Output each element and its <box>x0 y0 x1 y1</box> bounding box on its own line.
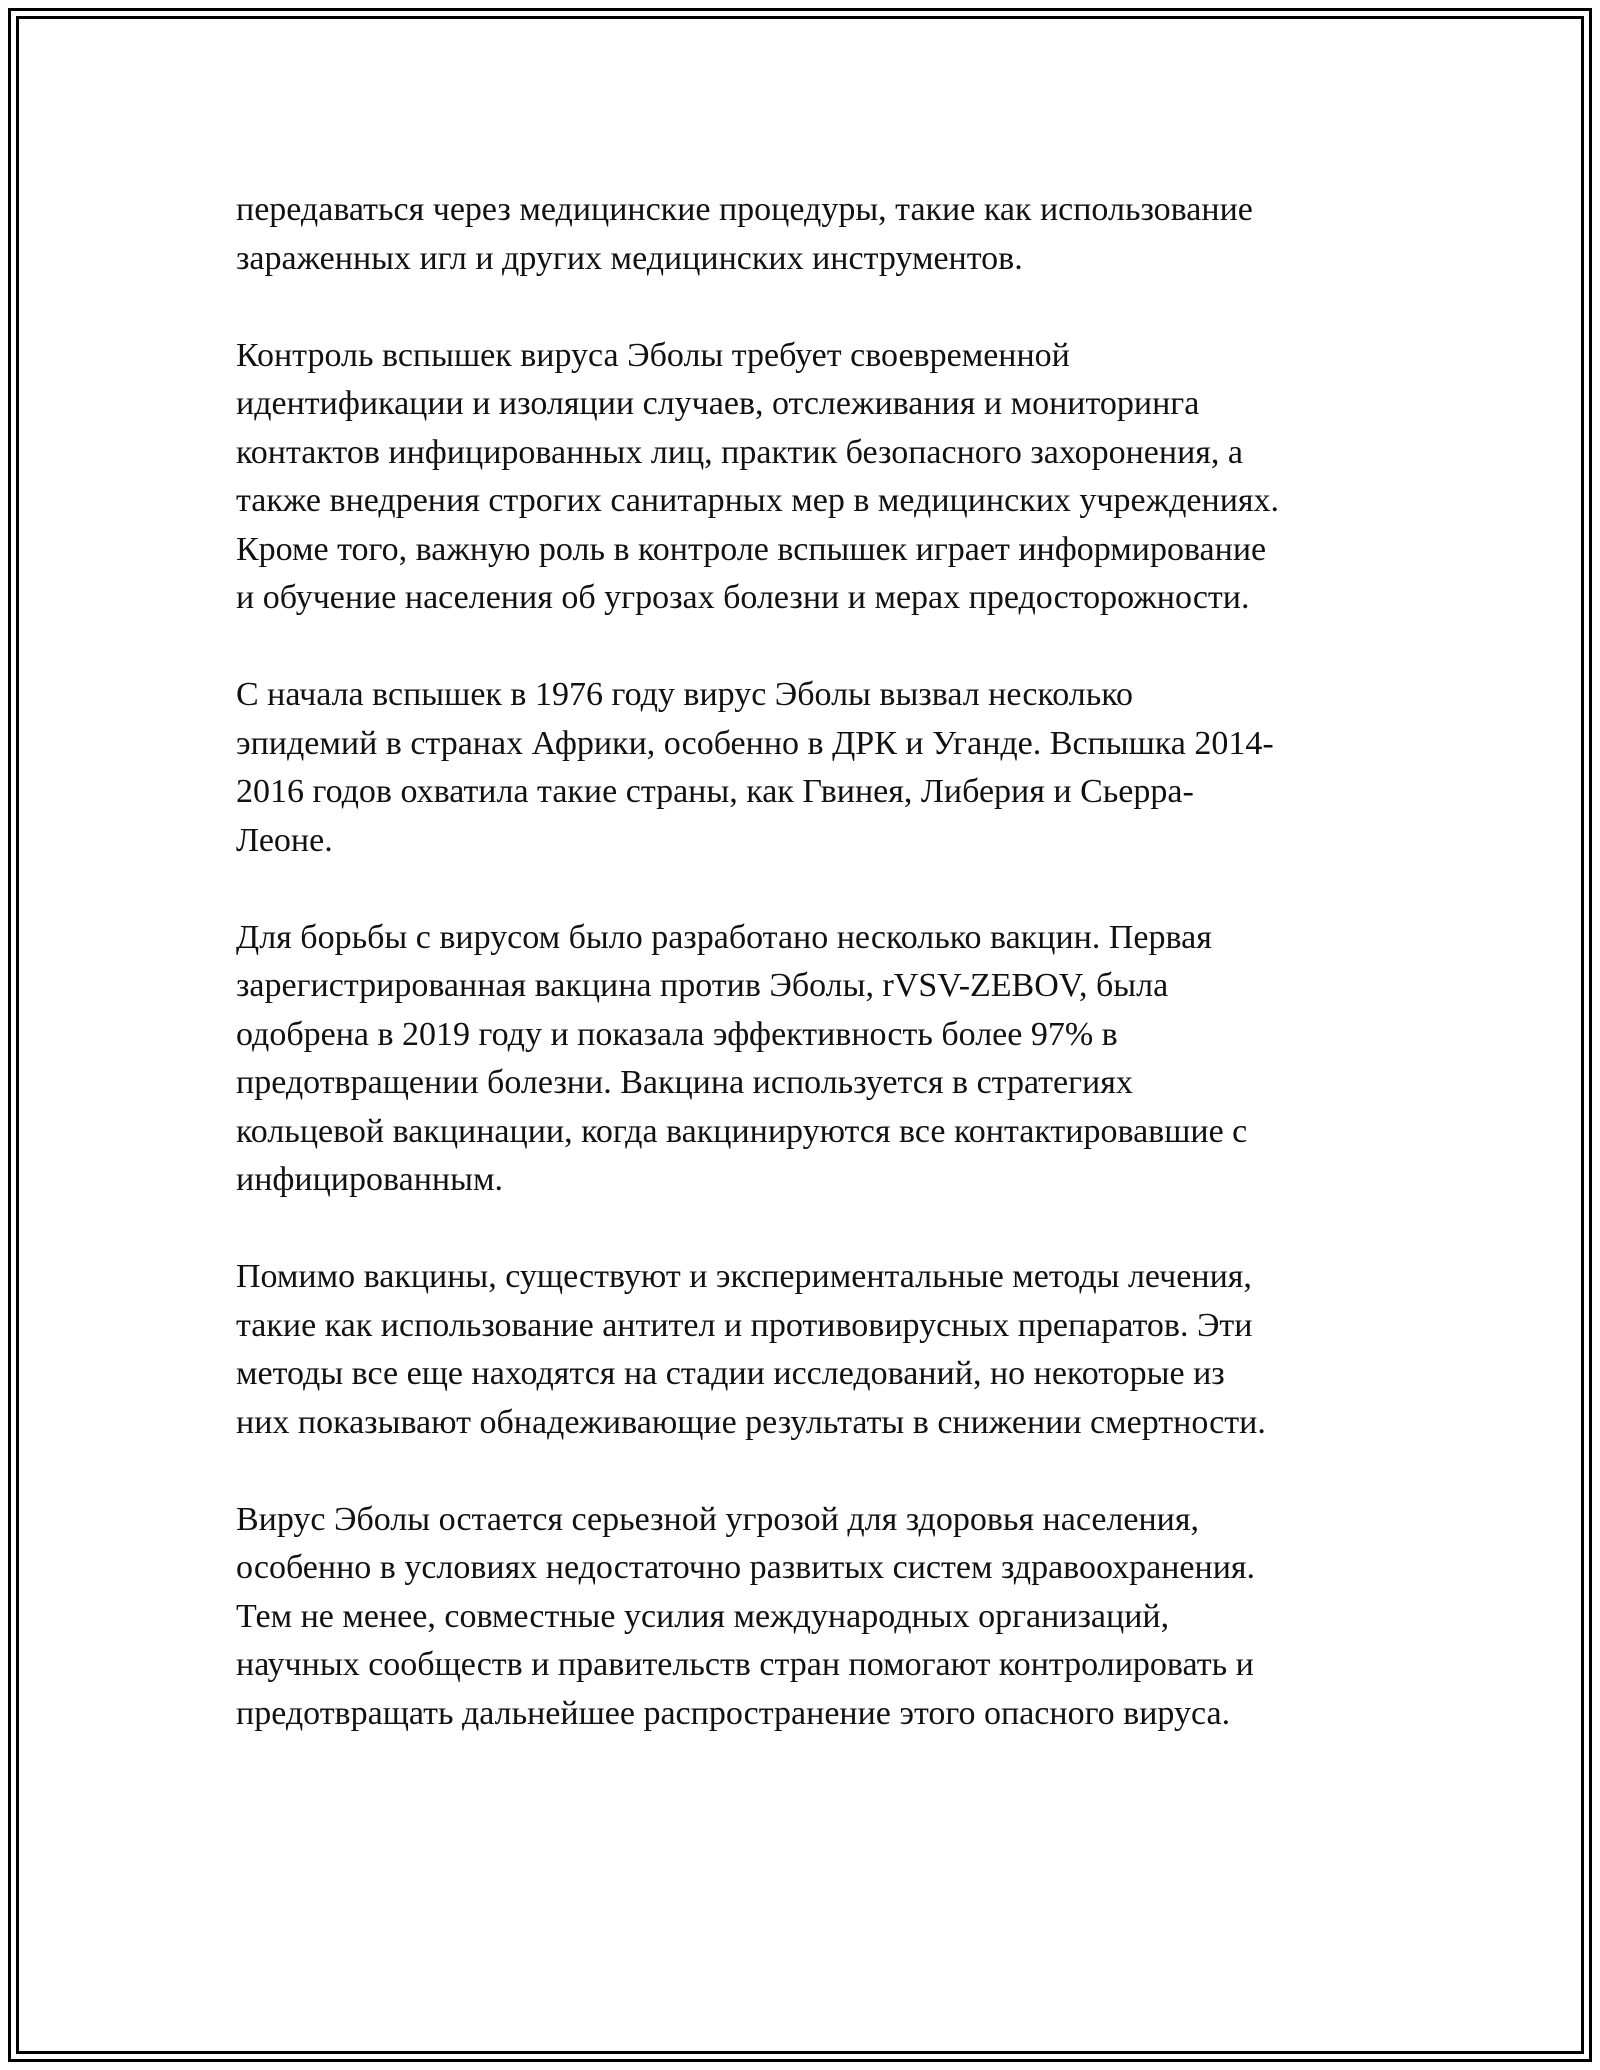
text-line: методы все еще находятся на стадии исследований, но некоторые из <box>236 1355 1225 1392</box>
text-line: такие как использование антител и противовирусных препаратов. Эти <box>236 1306 1253 1344</box>
paragraph-treatments <box>236 1253 1364 1447</box>
document-body <box>236 186 1364 1787</box>
text-line: кольцевой вакцинации, когда вакцинируются все контактировавшие с <box>236 1112 1248 1150</box>
text-line: контактов инфицированных лиц, практик безопасного захоронения, а <box>236 433 1244 471</box>
text-line: одобрена в 2019 году и показала эффективность более 97% в <box>236 1015 1118 1053</box>
text-line: также внедрения строгих санитарных мер в медицинских учреждениях. <box>236 482 1280 519</box>
text-line: них показывают обнадеживающие результаты в снижении смертности. <box>236 1403 1266 1441</box>
text-line: и обучение населения об угрозах болезни и мерах предосторожности. <box>236 579 1250 616</box>
text-line: предотвращении болезни. Вакцина используется в стратегиях <box>236 1064 1133 1101</box>
text-line: С начала вспышек в 1976 году вирус Эболы вызвал несколько <box>236 676 1134 713</box>
text-line: Вирус Эболы остается серьезной угрозой для здоровья населения, <box>236 1500 1200 1538</box>
text-line: Тем не менее, совместные усилия международных организаций, <box>236 1597 1170 1635</box>
text-line: 2016 годов охватила такие страны, как Гвинея, Либерия и Сьерра- <box>236 773 1194 810</box>
text-line: предотвращать дальнейшее распространение этого опасного вируса. <box>236 1694 1231 1732</box>
text-line: Помимо вакцины, существуют и экспериментальные методы лечения, <box>236 1258 1252 1295</box>
text-line: зараженных игл и других медицинских инструментов. <box>236 239 1023 277</box>
paragraph-conclusion <box>236 1496 1364 1739</box>
text-line: особенно в условиях недостаточно развитых систем здравоохранения. <box>236 1549 1256 1586</box>
paragraph-history <box>236 671 1364 865</box>
text-line: Контроль вспышек вируса Эболы требует своевременной <box>236 336 1070 374</box>
text-line: эпидемий в странах Африки, особенно в ДРК и Уганде. Вспышка 2014- <box>236 724 1274 762</box>
paragraph-vaccines <box>236 914 1364 1205</box>
paragraph-transmission <box>236 186 1364 283</box>
text-line: инфицированным. <box>236 1161 503 1198</box>
paragraph-outbreak-control <box>236 332 1364 623</box>
text-line: Кроме того, важную роль в контроле вспышек играет информирование <box>236 530 1267 568</box>
text-line: зарегистрированная вакцина против Эболы, rVSV-ZEBOV, была <box>236 967 1169 1004</box>
text-line: Леоне. <box>236 821 333 859</box>
text-line: научных сообществ и правительств стран помогают контролировать и <box>236 1646 1254 1683</box>
text-line: Для борьбы с вирусом было разработано несколько вакцин. Первая <box>236 918 1212 956</box>
text-line: передаваться через медицинские процедуры, такие как использование <box>236 191 1253 228</box>
text-line: идентификации и изоляции случаев, отслеживания и мониторинга <box>236 385 1200 422</box>
